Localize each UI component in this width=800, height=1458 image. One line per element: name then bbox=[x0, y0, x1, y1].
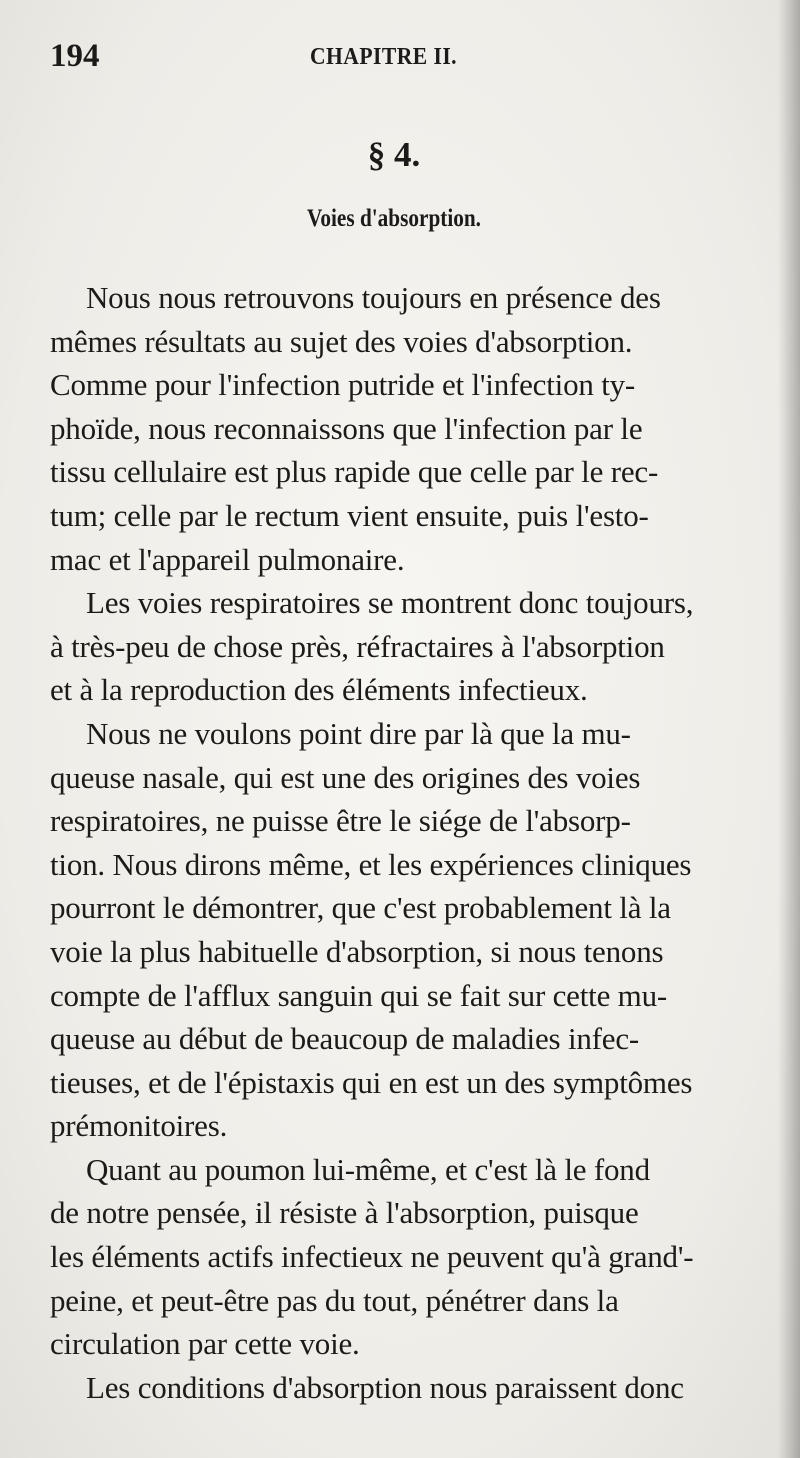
paragraph bbox=[50, 276, 766, 581]
text-line: Les voies respiratoires se montrent donc toujours, bbox=[86, 585, 694, 621]
text-line: prémonitoires. bbox=[50, 1108, 228, 1144]
text-line: mêmes résultats au sujet des voies d'absorption. bbox=[50, 323, 633, 359]
text-line: compte de l'afflux sanguin qui se fait sur cette mu- bbox=[50, 977, 668, 1013]
text-line: Nous nous retrouvons toujours en présence des bbox=[86, 280, 661, 315]
text-line: mac et l'appareil pulmonaire. bbox=[50, 541, 405, 577]
text-line: queuse nasale, qui est une des origines des voies bbox=[50, 759, 641, 795]
paragraph bbox=[50, 712, 766, 1148]
body-text bbox=[50, 276, 766, 1409]
text-line: pourront le démontrer, que c'est probablement là la bbox=[50, 890, 671, 926]
text-line: phoïde, nous reconnaissons que l'infection par le bbox=[50, 410, 643, 446]
text-line: à très-peu de chose près, réfractaires à l'absorption bbox=[50, 628, 665, 664]
text-line: Les conditions d'absorption nous paraissent donc bbox=[86, 1369, 684, 1405]
page-number: 194 bbox=[50, 38, 100, 74]
text-line: tion. Nous dirons même, et les expériences cliniques bbox=[50, 846, 692, 882]
text-line: tissu cellulaire est plus rapide que celle par le rec- bbox=[50, 454, 659, 490]
text-line: tieuses, et de l'épistaxis qui en est un des symptômes bbox=[50, 1064, 693, 1100]
text-line: de notre pensée, il résiste à l'absorption, puisque bbox=[50, 1195, 639, 1231]
paragraph bbox=[50, 581, 766, 712]
text-line: peine, et peut-être pas du tout, pénétrer dans la bbox=[50, 1282, 619, 1318]
text-line: queuse au début de beaucoup de maladies infec- bbox=[50, 1021, 640, 1057]
text-line: circulation par cette voie. bbox=[50, 1326, 360, 1362]
text-line: tum; celle par le rectum vient ensuite, puis l'esto- bbox=[50, 497, 649, 533]
section-number: § 4. bbox=[367, 135, 421, 174]
text-line: Comme pour l'infection putride et l'infection ty- bbox=[50, 367, 636, 403]
text-line: les éléments actifs infectieux ne peuvent qu'à grand'- bbox=[50, 1239, 694, 1275]
page-header bbox=[50, 38, 752, 78]
text-line: et à la reproduction des éléments infectieux. bbox=[50, 672, 588, 708]
paragraph bbox=[50, 1366, 766, 1410]
text-line: Quant au poumon lui-même, et c'est là le fond bbox=[86, 1151, 650, 1187]
text-line: voie la plus habituelle d'absorption, si nous tenons bbox=[50, 933, 664, 969]
text-line: Nous ne voulons point dire par là que la mu- bbox=[86, 715, 631, 751]
section-title: Voies d'absorption. bbox=[307, 205, 481, 232]
running-head: CHAPITRE II. bbox=[310, 44, 458, 70]
paragraph bbox=[50, 1148, 766, 1366]
text-line: respiratoires, ne puisse être le siége de l'absorp- bbox=[50, 803, 631, 839]
